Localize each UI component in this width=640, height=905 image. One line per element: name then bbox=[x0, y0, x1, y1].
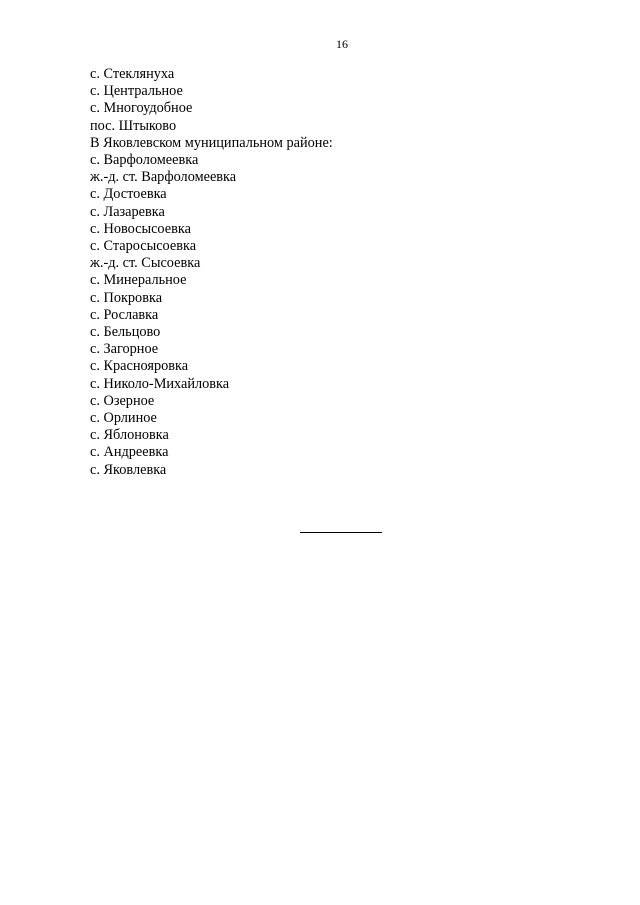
list-item: с. Достоевка bbox=[90, 186, 167, 203]
list-item: с. Центральное bbox=[90, 83, 183, 100]
end-of-document-rule bbox=[300, 532, 382, 533]
list-item: с. Андреевка bbox=[90, 444, 169, 461]
list-item: с. Старосысоевка bbox=[90, 238, 197, 255]
list-item: с. Озерное bbox=[90, 392, 155, 409]
list-item: ж.-д. ст. Варфоломеевка bbox=[90, 169, 237, 186]
list-item: с. Загорное bbox=[90, 341, 159, 358]
list-item: ж.-д. ст. Сысоевка bbox=[90, 255, 201, 272]
list-item: с. Многоудобное bbox=[90, 100, 193, 117]
list-item: с. Лазаревка bbox=[90, 203, 165, 220]
list-item: с. Яблоновка bbox=[90, 427, 169, 444]
list-item: с. Яковлевка bbox=[90, 461, 167, 478]
list-item: с. Бельцово bbox=[90, 324, 161, 341]
list-item: с. Орлиное bbox=[90, 410, 157, 427]
list-item: с. Минеральное bbox=[90, 272, 187, 289]
list-item: с. Стеклянуха bbox=[90, 66, 175, 82]
settlement-list bbox=[90, 66, 333, 479]
list-item: с. Варфоломеевка bbox=[90, 152, 199, 169]
list-item: с. Покровка bbox=[90, 289, 163, 306]
page-number: 16 bbox=[336, 37, 348, 51]
list-item: с. Николо-Михайловка bbox=[90, 375, 230, 392]
list-item: с. Новосысоевка bbox=[90, 220, 191, 237]
list-item: с. Краснояровка bbox=[90, 358, 189, 375]
list-item: с. Рославка bbox=[90, 306, 159, 323]
list-item: пос. Штыково bbox=[90, 117, 177, 134]
section-heading: В Яковлевском муниципальном районе: bbox=[90, 134, 333, 151]
